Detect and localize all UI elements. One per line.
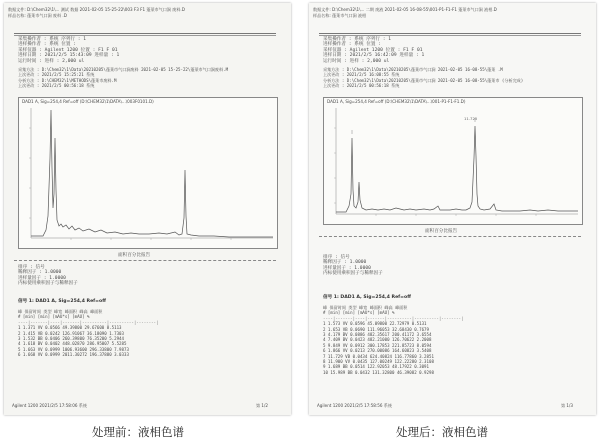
data-file-header: 数据文件: D:\Chem32\1\... 二期 废液 2021-02-05 16-08-55\001-P1-F1-F1 蓬莱市气口涧 液相.D: [313, 7, 497, 12]
table-header: # [min] [min] [mAU*s] [mAU] %: [18, 314, 90, 320]
divider: [319, 35, 581, 36]
table-row: 3 1.532 BB 0.0406 260.39800 76.35200 5.2944: [18, 336, 124, 342]
method-line: 采集方法 : D:\Chem32\1\Data\20210205\蓬莱市气口涧 2021-02-05 16-08-55\蓬莱 .M: [323, 67, 503, 72]
signal-title: 信号 1: DAD1 A, Sig=254,4 Ref=off: [323, 295, 411, 300]
table-header: # [min] [min] [mAU*s] [mAU] %: [323, 310, 395, 316]
table-row: 5 1.663 VV 0.0999 1006.93600 296.33800 7.9873: [18, 346, 129, 352]
table-row: 1 1.573 VV 0.0596 45.09800 22.72979 0.5131: [323, 321, 427, 327]
info-line: 采样仪器 : Agilent 1200 位置 : F1 F 01: [323, 47, 423, 53]
method-line: 上次更改 : 2021/2/5 16:08:55 系统: [323, 72, 400, 78]
method-line: 上次更改 : 2021/2/5 00:56:18 系统: [323, 83, 400, 89]
method-line: 采集方法 : D:\Chem32\1\Data\20210205\蓬莱市气口涧废料 2021-02-05 15-25-22\蓬莱市气口涧废料.M: [18, 67, 229, 72]
caption-before: 处理前：液相色谱: [92, 425, 184, 439]
info-line: 运行时间 : 进样 : 2,000 ul: [323, 58, 390, 64]
info-line: 进样日期 : 2021/2/5 16:42:09 进样量 : 1: [323, 53, 425, 59]
chromatogram-before: [18, 97, 278, 249]
method-line: 上次更改 : 2021/2/5 00:56:18 系统: [18, 83, 95, 89]
page-number: 第 1/2: [256, 403, 268, 408]
table-row: 3 4.179 BV 0.0886 482.35617 200.41172 3.6554: [323, 332, 432, 338]
divider: [14, 260, 276, 261]
table-row: 4 7.409 BV 0.0423 482.21000 126.70622 2.2008: [323, 337, 432, 343]
table-row: 7 11.729 VB 0.0434 624.40824 116.77860 3.2851: [323, 353, 434, 359]
setting-line: 稀释因子 : 1.0000: [323, 260, 367, 266]
info-line: 进样日期 : 2021/2/5 15:43:09 进样量 : 1: [18, 53, 120, 59]
setting-line: 内标使用乘积因子与稀释因子: [323, 271, 383, 277]
divider: [319, 33, 581, 34]
setting-line: 稀释因子 : 1.0000: [18, 270, 62, 276]
setting-line: 进样量因子 : 1.0000: [323, 265, 371, 271]
table-row: 9 1.689 BB 0.0514 122.92053 48.17922 0.3091: [323, 364, 429, 370]
sort-settings: [18, 265, 78, 287]
report-type-caption: 面积百分比报告: [118, 253, 151, 258]
table-header: 峰 保留时间 类型 峰宽 峰面积 峰高 峰面积: [323, 305, 408, 310]
info-line: 进样操作者 : 系统 位置 :: [18, 42, 76, 48]
page-number: 第 1/3: [561, 403, 573, 408]
table-row: 6 1.866 VV 0.0213 270.00086 164.60823 3.5408: [323, 348, 432, 354]
divider: [14, 33, 276, 34]
method-line: 分析方法 : D:\Chem32\1\Data\20210205\蓬莱市气口涧 2021-02-05 16-08-55\蓬莱市 (分析完成): [323, 77, 524, 83]
table-row: 6 1.668 VV 0.0999 2011.30272 196.37880 3.0333: [18, 352, 129, 358]
divider: [319, 236, 581, 237]
chromatogram-label: DAD1 A, Sig=254,4 Ref=off (D:\CHEM32\1\DATA\...\001-P1-F1-F1.D): [327, 99, 466, 104]
method-line: 分析方法 : D:\CHEM32\1\METHODS\蓬莱市废料.M: [18, 77, 117, 83]
chromatogram-trace: [19, 98, 277, 248]
info-line: 采集操作者 : 系统 序列行 : 1: [323, 37, 392, 42]
sample-name-header: 样品名称: 蓬莱市气口涧 废料 .D: [8, 13, 67, 18]
report-type-caption: 面积百分比报告: [425, 229, 458, 234]
footer-instrument: Agilent 1200 2021/2/5 17:58:06 系统: [12, 403, 87, 408]
setting-line: 排序 : 信号: [323, 255, 350, 260]
table-row: 8 11.900 VV 0.0435 127.00249 122.22280 2.3108: [323, 359, 434, 365]
signal-title: 信号 1: DAD1 A, Sig=254,4 Ref=off: [18, 299, 106, 304]
table-row: 1 1.371 VV 0.0566 49.39800 29.67600 8.5113: [18, 325, 122, 331]
acquisition-info: [18, 37, 119, 64]
table-row: 2 1.415 VB 0.0242 126.91067 36.18090 1.7303: [18, 330, 124, 336]
setting-line: 进样量因子 : 1.0000: [18, 275, 66, 281]
table-row: 5 9.849 VV 0.0912 300.17853 221.85723 8.0594: [323, 342, 432, 348]
info-line: 采样仪器 : Agilent 1200 位置 : F1 F 01: [18, 47, 118, 53]
peak-table: [323, 305, 464, 375]
chromatogram-trace: [324, 98, 582, 224]
caption-after: 处理后：液相色谱: [396, 425, 488, 439]
sort-settings: [323, 255, 383, 277]
table-row: 10 15.989 BB 0.0432 131.32800 46.39082 0.9298: [323, 369, 434, 375]
report-page-after: [309, 3, 596, 415]
setting-line: 排序 : 信号: [18, 265, 45, 270]
info-line: 进样操作者 : 系统 位置 :: [323, 42, 381, 48]
info-line: 采集操作者 : 系统 序列行 : 1: [18, 37, 87, 42]
report-page-before: [4, 3, 291, 415]
method-info: [18, 67, 228, 89]
method-info: [323, 67, 523, 89]
table-row: 4 1.618 BV 0.0402 448.02870 286.95007 5.5285: [18, 341, 127, 347]
chromatogram-label: DAD1 A, Sig=254,4 Ref=off (D:\CHEM32\1\DATA\...\003F0101.D): [22, 99, 154, 104]
acquisition-info: [323, 37, 424, 64]
footer-instrument: Agilent 1200 2021/2/5 17:58:56 系统: [317, 403, 392, 408]
table-rule: ----|-------|----|-------|----------|----------|--------|: [18, 319, 159, 325]
peak-table: [18, 309, 159, 358]
info-line: 运行时间 : 进样 : 2,000 ul: [18, 58, 85, 64]
method-line: 上次更改 : 2021/2/5 15:25:21 系统: [18, 72, 95, 78]
divider: [14, 35, 276, 36]
table-rule: ----|-------|----|-------|----------|----------|--------|: [323, 315, 464, 321]
setting-line: 内标使用乘积因子与稀释因子: [18, 281, 78, 287]
data-file-header: 数据文件: D:\Chem32\1\... 测试 数据 2021-02-05 15-25-22\003 F3 F1 蓬莱市气口涧 废料.D: [8, 7, 185, 12]
sample-name-header: 样品名称: 蓬莱市气口涧 液相: [313, 13, 367, 18]
peak-label: 11.725: [464, 116, 478, 121]
table-header: 峰 保留时间 类型 峰宽 峰面积 峰高 峰面积: [18, 309, 103, 314]
table-row: 2 1.653 VB 0.0690 111.96053 32.68430 0.7679: [323, 326, 429, 332]
chromatogram-after: [323, 97, 583, 225]
